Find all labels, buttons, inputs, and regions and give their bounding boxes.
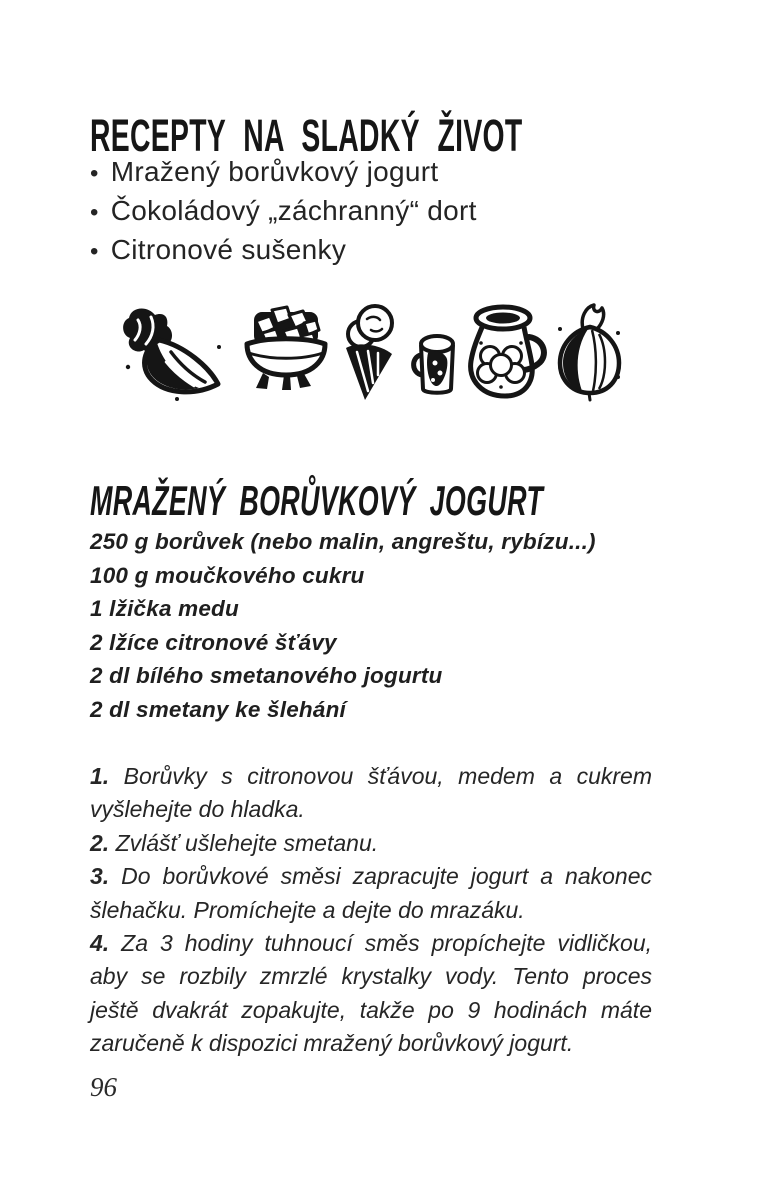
- toc-item-label: Mražený borůvkový jogurt: [110, 156, 439, 187]
- bullet-icon: •: [90, 199, 99, 226]
- step: [90, 760, 652, 827]
- recipe-title: MRAŽENÝ BORŮVKOVÝ JOGURT: [90, 476, 544, 524]
- pitcher-with-eggs-icon: [463, 303, 547, 403]
- bullet-icon: •: [90, 238, 99, 265]
- beet-icon: [119, 303, 235, 403]
- ingredient-line: 1 lžička medu: [90, 596, 239, 621]
- ice-cream-cone-icon: [337, 303, 403, 403]
- bullet-icon: •: [90, 160, 99, 187]
- toc-item: [90, 153, 477, 192]
- step-text: Do borůvkové směsi zapracujte jogurt a nakonec šlehačku. Promíchejte a dejte do mrazáku.: [90, 863, 652, 923]
- step-number: 1.: [90, 763, 110, 789]
- toc-item: [90, 192, 477, 231]
- step: [90, 927, 652, 1061]
- toc-item-label: Čokoládový „záchranný“ dort: [110, 195, 477, 226]
- ingredient-line: 2 lžíce citronové šťávy: [90, 629, 337, 655]
- step: [90, 860, 652, 927]
- ingredients-list: [90, 525, 596, 726]
- step: [90, 827, 652, 860]
- step-text: Za 3 hodiny tuhnoucí směs propíchejte vidličkou, aby se rozbily zmrzlé krystalky vody. Tento proces ještě dvakrát zopakujte, takže po 9 hodinách máte zaručeně k dispozici mražený borůvkový jogurt.: [90, 930, 652, 1057]
- ingredient-line: 2 dl smetany ke šlehání: [90, 696, 346, 722]
- steps: [90, 760, 652, 1061]
- ingredient-line: 2 dl bílého smetanového jogurtu: [90, 663, 443, 688]
- mug-icon: [410, 303, 456, 403]
- step-text: Borůvky s citronovou šťávou, medem a cukrem vyšlehejte do hladka.: [90, 763, 653, 823]
- step-number: 4.: [90, 930, 110, 957]
- step-number: 3.: [90, 863, 110, 890]
- onion-icon: [554, 303, 624, 403]
- step-text: Zvlášť ušlehejte smetanu.: [115, 829, 379, 856]
- toc-item: [90, 231, 477, 270]
- recipe-illustration: [90, 297, 652, 403]
- ingredient-line: 100 g moučkového cukru: [90, 562, 365, 588]
- step-number: 2.: [90, 829, 110, 856]
- ingredient-line: 250 g borůvek (nebo malin, angreštu, rybízu...): [90, 529, 596, 554]
- toc-list: [90, 153, 477, 270]
- page-number: 96: [90, 1072, 117, 1102]
- toc-item-label: Citronové sušenky: [110, 234, 347, 265]
- section-title: RECEPTY NA SLADKÝ ŽIVOT: [90, 110, 523, 162]
- sugar-bowl-icon: [242, 303, 330, 403]
